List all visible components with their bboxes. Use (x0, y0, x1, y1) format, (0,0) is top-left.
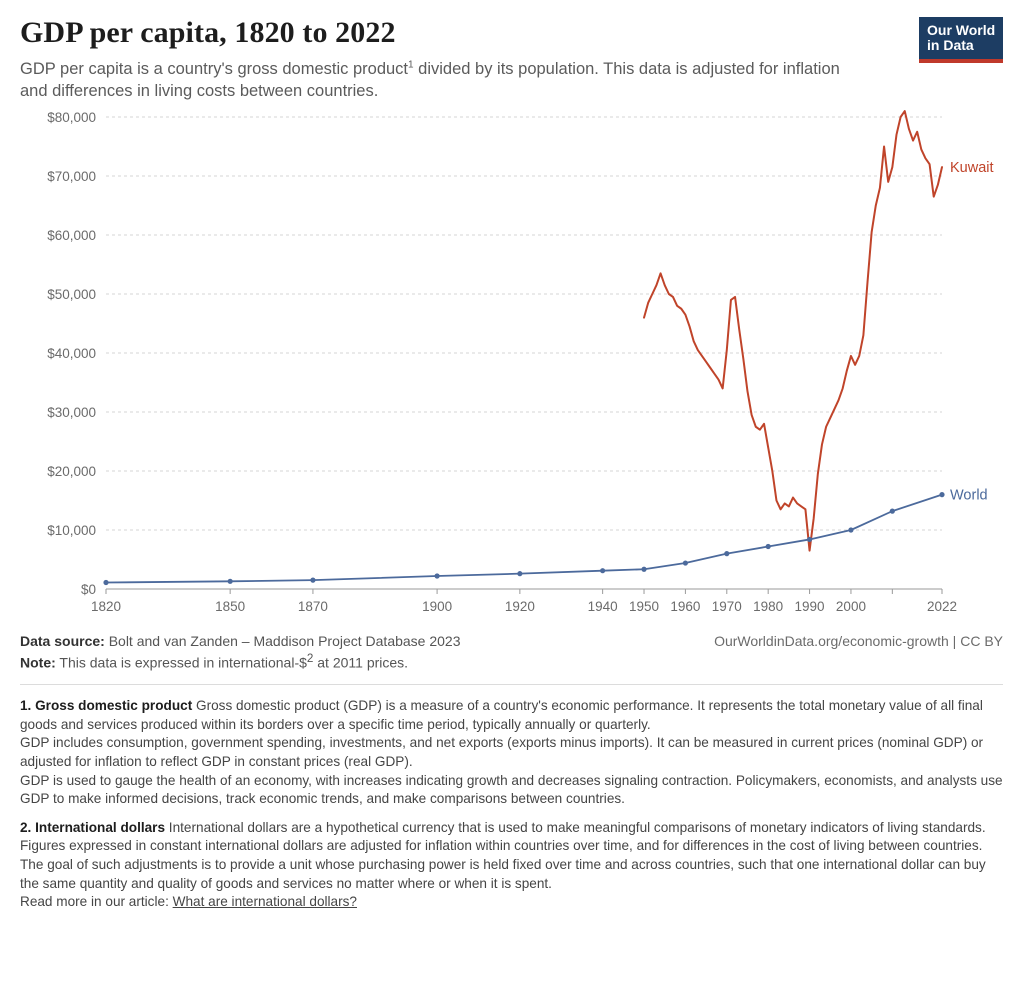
footnote-2-p3: The goal of such adjustments is to provide a unit whose purchasing power is held fixed over time and across countries, such that one international dollar can buy the same quantity and quality of goods and services no matter where or when it is spent. (20, 857, 986, 891)
data-point[interactable] (434, 573, 439, 578)
footnote-2-title: 2. International dollars (20, 819, 166, 835)
data-point[interactable] (228, 578, 233, 583)
y-tick-label: $0 (80, 581, 96, 597)
data-point[interactable] (683, 560, 688, 565)
footnotes (20, 697, 1003, 912)
x-tick-label: 1970 (711, 598, 742, 614)
y-tick-label: $10,000 (47, 522, 96, 538)
y-tick-label: $70,000 (47, 168, 96, 184)
footnote-2-p1: International dollars are a hypothetical currency that is used to make meaningful comparisons of monetary indicators of living standards. (165, 819, 986, 835)
owid-url-license[interactable]: OurWorldinData.org/economic-growth | CC BY (714, 632, 1003, 649)
x-tick-label: 1850 (215, 598, 246, 614)
data-point[interactable] (939, 492, 944, 497)
note-row (20, 652, 1003, 671)
x-tick-label: 1920 (504, 598, 535, 614)
y-axis-tick-labels (47, 110, 96, 597)
x-axis (106, 589, 942, 594)
divider (20, 684, 1003, 685)
subtitle-text-1: GDP per capita is a country's gross domestic product (20, 60, 409, 78)
footnote-1-p1: Gross domestic product (GDP) is a measure of a country's economic performance. It represents the total monetary value of all final goods and services produced within its borders over a specific time period, typically annually or quarterly. (20, 698, 983, 732)
x-tick-label: 1900 (422, 598, 453, 614)
footnote-2 (20, 819, 1003, 912)
data-point[interactable] (641, 566, 646, 571)
data-point[interactable] (517, 571, 522, 576)
line-chart (20, 109, 1003, 629)
page-subtitle (20, 58, 850, 103)
note-text-1: This data is expressed in international-$ (55, 654, 307, 671)
x-axis-tick-labels (91, 599, 957, 614)
gridlines (106, 117, 942, 589)
note-text-2: at 2011 prices. (313, 654, 409, 671)
data-point[interactable] (310, 577, 315, 582)
x-tick-label: 1960 (670, 598, 701, 614)
x-tick-label: 1950 (628, 598, 660, 614)
x-tick-label: 2000 (835, 598, 866, 614)
subtitle-footnote-marker-1: 1 (408, 59, 414, 71)
series-line-kuwait[interactable] (644, 111, 942, 551)
data-source-text: Bolt and van Zanden – Maddison Project Database 2023 (104, 632, 461, 649)
data-point[interactable] (103, 579, 108, 584)
y-tick-label: $60,000 (47, 227, 96, 243)
footnote-1 (20, 697, 1003, 809)
y-tick-label: $80,000 (47, 109, 96, 125)
data-point[interactable] (600, 568, 605, 573)
chart-footer (20, 633, 1003, 671)
y-tick-label: $40,000 (47, 345, 96, 361)
owid-logo (919, 17, 1003, 63)
footnote-1-title: 1. Gross domestic product (20, 698, 193, 714)
note-label: Note: (20, 654, 56, 671)
y-tick-label: $30,000 (47, 404, 96, 420)
international-dollars-link[interactable]: What are international dollars? (172, 894, 357, 910)
note-footnote-marker-2: 2 (306, 651, 314, 665)
x-tick-label: 2022 (926, 598, 958, 614)
footnote-2-p2: Figures expressed in constant international dollars are adjusted for inflation within countries over time, and for differences in the cost of living between countries. (20, 838, 983, 854)
subtitle-text-2: divided by its population. This data is adjusted for inflation and differences in living costs between countries. (20, 60, 840, 101)
logo-line-1: Our World (927, 22, 996, 38)
footnote-1-p3: GDP is used to gauge the health of an economy, with increases indicating growth and decreases signaling contraction. Policymakers, economists, and analysts use GDP to make informed decisions, track economic trends, and make comparisons between countries. (20, 772, 1003, 807)
y-tick-label: $20,000 (47, 463, 96, 479)
series-label-world: World (950, 487, 988, 504)
series-label-kuwait: Kuwait (950, 159, 994, 176)
data-source-label: Data source: (20, 632, 105, 649)
data-series-group (103, 111, 944, 585)
logo-line-2: in Data (927, 36, 974, 53)
chart-area (20, 109, 1003, 629)
series-labels (950, 160, 994, 503)
x-tick-label: 1980 (753, 598, 784, 614)
page-title: GDP per capita, 1820 to 2022 (20, 16, 396, 49)
footnote-2-read-more-lead: Read more in our article: (20, 894, 173, 910)
x-tick-label: 1990 (794, 598, 825, 614)
footnote-1-p2: GDP includes consumption, government spending, investments, and net exports (exports minus imports). It can be measured in current prices (nominal GDP) or adjusted for inflation to reflect GDP in constant prices (real GDP). (20, 735, 984, 770)
data-point[interactable] (807, 536, 812, 541)
series-line-world[interactable] (106, 494, 942, 582)
data-point[interactable] (848, 527, 853, 532)
x-tick-label: 1870 (297, 598, 328, 614)
y-tick-label: $50,000 (47, 286, 96, 302)
data-point[interactable] (766, 543, 771, 548)
x-tick-label: 1820 (90, 598, 122, 614)
data-point[interactable] (724, 551, 729, 556)
data-point[interactable] (890, 508, 895, 513)
x-tick-label: 1940 (587, 598, 618, 614)
